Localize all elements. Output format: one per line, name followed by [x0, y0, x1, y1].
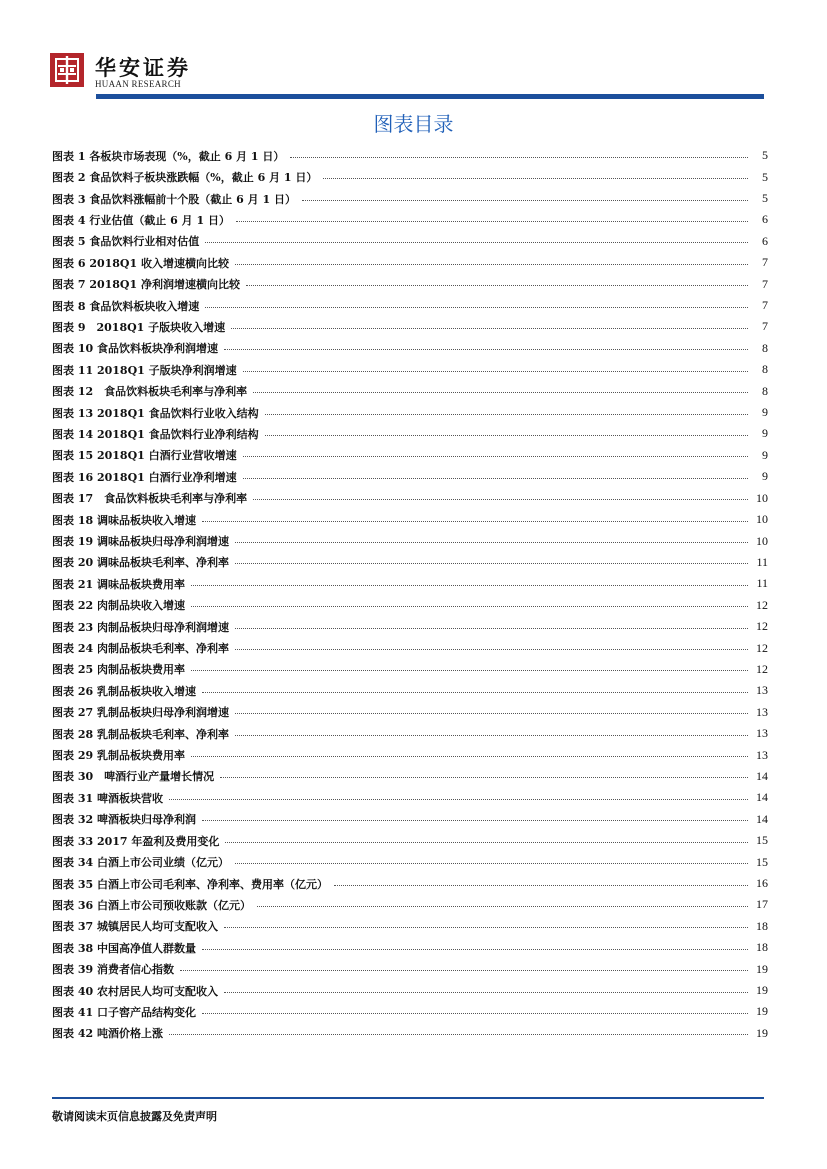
toc-entry-page: 5 — [762, 191, 768, 206]
toc-entry[interactable] — [52, 873, 768, 894]
toc-entry-label: 图表 28 乳制品板块毛利率、净利率 — [52, 727, 229, 741]
dot-leader — [191, 585, 748, 586]
toc-entry[interactable] — [52, 1001, 768, 1022]
toc-entry[interactable] — [52, 316, 768, 337]
toc-entry-label: 图表 21 调味品板块费用率 — [52, 577, 185, 591]
toc-entry-page: 12 — [756, 661, 768, 676]
dot-leader — [191, 606, 748, 607]
dot-leader — [169, 1034, 748, 1035]
toc-entry[interactable] — [52, 166, 768, 187]
toc-entry-label: 图表 10 食品饮料板块净利润增速 — [52, 342, 218, 356]
dot-leader — [235, 628, 748, 629]
toc-entry[interactable] — [52, 402, 768, 423]
toc-entry-page: 10 — [756, 533, 768, 548]
dot-leader — [224, 992, 748, 993]
dot-leader — [202, 521, 748, 522]
toc-entry[interactable] — [52, 509, 768, 530]
toc-entry-page: 5 — [762, 169, 768, 184]
brand-name-en: HUAAN RESEARCH — [95, 79, 181, 89]
dot-leader — [290, 157, 748, 158]
toc-entry-page: 12 — [756, 597, 768, 612]
dot-leader — [243, 371, 748, 372]
dot-leader — [334, 885, 748, 886]
toc-entry[interactable] — [52, 1023, 768, 1044]
toc-entry-label: 图表 32 啤酒板块归母净利润 — [52, 813, 196, 827]
toc-entry-page: 6 — [762, 233, 768, 248]
toc-entry-label: 图表 8 食品饮料板块收入增速 — [52, 299, 200, 313]
toc-entry[interactable] — [52, 488, 768, 509]
toc-entry[interactable] — [52, 680, 768, 701]
dot-leader — [235, 563, 748, 564]
toc-entry-label: 图表 31 啤酒板块营收 — [52, 791, 163, 805]
dot-leader — [224, 927, 748, 928]
toc-entry[interactable] — [52, 380, 768, 401]
toc-entry-page: 18 — [756, 918, 768, 933]
dot-leader — [302, 200, 748, 201]
toc-entry[interactable] — [52, 595, 768, 616]
toc-entry-label: 图表 15 2018Q1 白酒行业营收增速 — [52, 449, 237, 463]
toc-entry[interactable] — [52, 273, 768, 294]
toc-entry[interactable] — [52, 766, 768, 787]
toc-entry[interactable] — [52, 530, 768, 551]
dot-leader — [323, 178, 748, 179]
dot-leader — [205, 307, 748, 308]
toc-entry-page: 12 — [756, 619, 768, 634]
dot-leader — [191, 670, 748, 671]
toc-entry[interactable] — [52, 573, 768, 594]
toc-entry[interactable] — [52, 830, 768, 851]
dot-leader — [265, 435, 748, 436]
dot-leader — [236, 221, 748, 222]
toc-entry-label: 图表 1 各板块市场表现（%，截止 6 月 1 日） — [52, 149, 285, 163]
toc-entry-page: 10 — [756, 490, 768, 505]
dot-leader — [243, 456, 748, 457]
toc-entry[interactable] — [52, 787, 768, 808]
toc-entry-label: 图表 35 白酒上市公司毛利率、净利率、费用率（亿元） — [52, 877, 328, 891]
toc-entry-page: 16 — [756, 876, 768, 891]
toc-entry-label: 图表 17 食品饮料板块毛利率与净利率 — [52, 492, 248, 506]
toc-entry[interactable] — [52, 916, 768, 937]
dot-leader — [202, 1013, 748, 1014]
toc-entry-label: 图表 22 肉制品块收入增速 — [52, 599, 185, 613]
dot-leader — [253, 392, 748, 393]
toc-entry-label: 图表 38 中国高净值人群数量 — [52, 941, 196, 955]
toc-entry-page: 11 — [756, 554, 768, 569]
toc-entry-label: 图表 37 城镇居民人均可支配收入 — [52, 920, 218, 934]
toc-entry-label: 图表 40 农村居民人均可支配收入 — [52, 984, 218, 998]
dot-leader — [225, 842, 748, 843]
dot-leader — [235, 863, 748, 864]
dot-leader — [202, 692, 748, 693]
toc-entry[interactable] — [52, 209, 768, 230]
toc-entry-label: 图表 33 2017 年盈利及费用变化 — [52, 834, 220, 848]
dot-leader — [224, 349, 748, 350]
toc-entry-label: 图表 23 肉制品板块归母净利润增速 — [52, 620, 229, 634]
toc-entry-label: 图表 14 2018Q1 食品饮料行业净利结构 — [52, 427, 259, 441]
toc-entry-page: 8 — [762, 383, 768, 398]
dot-leader — [235, 542, 748, 543]
toc-entry[interactable] — [52, 188, 768, 209]
toc-entry-label: 图表 24 肉制品板块毛利率、净利率 — [52, 642, 229, 656]
dot-leader — [191, 756, 748, 757]
brand-name-cn: 华安证券 — [95, 55, 191, 80]
toc-entry-label: 图表 27 乳制品板块归母净利润增速 — [52, 706, 229, 720]
toc-entry[interactable] — [52, 637, 768, 658]
toc-entry-label: 图表 3 食品饮料涨幅前十个股（截止 6 月 1 日） — [52, 192, 296, 206]
toc-entry-page: 7 — [762, 276, 768, 291]
toc-entry[interactable] — [52, 616, 768, 637]
toc-entry[interactable] — [52, 145, 768, 166]
dot-leader — [235, 713, 748, 714]
toc-entry[interactable] — [52, 552, 768, 573]
toc-entry-page: 9 — [762, 447, 768, 462]
toc-entry-label: 图表 39 消费者信心指数 — [52, 963, 174, 977]
toc-entry-label: 图表 2 食品饮料子板块涨跌幅（%，截止 6 月 1 日） — [52, 171, 318, 185]
toc-entry-page: 15 — [756, 854, 768, 869]
toc-entry[interactable] — [52, 980, 768, 1001]
dot-leader — [235, 649, 748, 650]
toc-entry-label: 图表 4 行业估值（截止 6 月 1 日） — [52, 213, 230, 227]
toc-entry-label: 图表 5 食品饮料行业相对估值 — [52, 235, 200, 249]
toc-entry-page: 19 — [756, 1004, 768, 1019]
toc-entry-page: 13 — [756, 747, 768, 762]
toc-entry[interactable] — [52, 744, 768, 765]
toc-entry[interactable] — [52, 466, 768, 487]
toc-entry-page: 14 — [756, 790, 768, 805]
dot-leader — [253, 499, 748, 500]
toc-entry-label: 图表 41 口子窖产品结构变化 — [52, 1005, 196, 1019]
toc-entry[interactable] — [52, 937, 768, 958]
toc-entry-label: 图表 9 2018Q1 子版块收入增速 — [52, 320, 226, 334]
toc-entry-page: 18 — [756, 940, 768, 955]
toc-entry-label: 图表 29 乳制品板块费用率 — [52, 749, 185, 763]
table-of-figures — [52, 145, 768, 1044]
toc-entry-label: 图表 25 肉制品板块费用率 — [52, 663, 185, 677]
toc-entry-page: 11 — [756, 576, 768, 591]
toc-entry-label: 图表 11 2018Q1 子版块净利润增速 — [52, 363, 237, 377]
toc-entry-page: 19 — [756, 1025, 768, 1040]
toc-entry-label: 图表 6 2018Q1 收入增速横向比较 — [52, 256, 229, 270]
toc-entry-page: 13 — [756, 704, 768, 719]
toc-entry-page: 13 — [756, 726, 768, 741]
toc-entry[interactable] — [52, 295, 768, 316]
toc-entry[interactable] — [52, 231, 768, 252]
dot-leader — [235, 264, 748, 265]
toc-entry-label: 图表 30 啤酒行业产量增长情况 — [52, 770, 215, 784]
toc-entry[interactable] — [52, 723, 768, 744]
header-divider — [96, 94, 764, 99]
dot-leader — [169, 799, 748, 800]
toc-entry-page: 9 — [762, 405, 768, 420]
dot-leader — [243, 478, 748, 479]
toc-entry-page: 14 — [756, 768, 768, 783]
dot-leader — [205, 242, 748, 243]
toc-entry-label: 图表 26 乳制品板块收入增速 — [52, 684, 196, 698]
toc-entry-page: 7 — [762, 255, 768, 270]
toc-entry-label: 图表 18 调味品板块收入增速 — [52, 513, 196, 527]
toc-entry-page: 19 — [756, 961, 768, 976]
page-title: 图表目录 — [373, 112, 454, 136]
toc-entry[interactable] — [52, 958, 768, 979]
toc-entry-page: 19 — [756, 983, 768, 998]
dot-leader — [265, 414, 748, 415]
toc-entry-label: 图表 7 2018Q1 净利润增速横向比较 — [52, 278, 240, 292]
toc-entry-page: 7 — [762, 298, 768, 313]
logo-icon — [50, 53, 84, 87]
toc-entry-page: 12 — [756, 640, 768, 655]
dot-leader — [220, 777, 748, 778]
dot-leader — [257, 906, 748, 907]
toc-entry-label: 图表 34 白酒上市公司业绩（亿元） — [52, 856, 229, 870]
dot-leader — [202, 949, 748, 950]
toc-entry-label: 图表 19 调味品板块归母净利润增速 — [52, 535, 229, 549]
toc-entry-label: 图表 42 吨酒价格上涨 — [52, 1027, 163, 1041]
toc-entry-page: 8 — [762, 362, 768, 377]
dot-leader — [235, 735, 748, 736]
toc-entry-page: 9 — [762, 426, 768, 441]
toc-entry[interactable] — [52, 851, 768, 872]
toc-entry[interactable] — [52, 659, 768, 680]
toc-entry-page: 7 — [762, 319, 768, 334]
dot-leader — [246, 285, 748, 286]
toc-entry-page: 9 — [762, 469, 768, 484]
toc-entry-label: 图表 20 调味品板块毛利率、净利率 — [52, 556, 229, 570]
toc-entry[interactable] — [52, 809, 768, 830]
toc-entry[interactable] — [52, 423, 768, 444]
toc-entry[interactable] — [52, 252, 768, 273]
toc-entry-page: 10 — [756, 512, 768, 527]
toc-entry[interactable] — [52, 894, 768, 915]
toc-entry-label: 图表 36 白酒上市公司预收账款（亿元） — [52, 898, 251, 912]
footer-divider — [52, 1097, 764, 1099]
toc-entry-page: 5 — [762, 148, 768, 163]
footer-disclaimer: 敬请阅读末页信息披露及免责声明 — [52, 1110, 217, 1123]
dot-leader — [180, 970, 748, 971]
toc-entry-label: 图表 13 2018Q1 食品饮料行业收入结构 — [52, 406, 259, 420]
toc-entry-label: 图表 16 2018Q1 白酒行业净利增速 — [52, 470, 237, 484]
toc-entry-page: 6 — [762, 212, 768, 227]
toc-entry[interactable] — [52, 359, 768, 380]
toc-entry-page: 13 — [756, 683, 768, 698]
toc-entry-page: 14 — [756, 811, 768, 826]
toc-entry[interactable] — [52, 702, 768, 723]
dot-leader — [231, 328, 748, 329]
toc-entry-page: 8 — [762, 340, 768, 355]
toc-entry[interactable] — [52, 338, 768, 359]
toc-entry-label: 图表 12 食品饮料板块毛利率与净利率 — [52, 385, 248, 399]
toc-entry[interactable] — [52, 445, 768, 466]
toc-entry-page: 15 — [756, 833, 768, 848]
dot-leader — [202, 820, 748, 821]
toc-entry-page: 17 — [756, 897, 768, 912]
